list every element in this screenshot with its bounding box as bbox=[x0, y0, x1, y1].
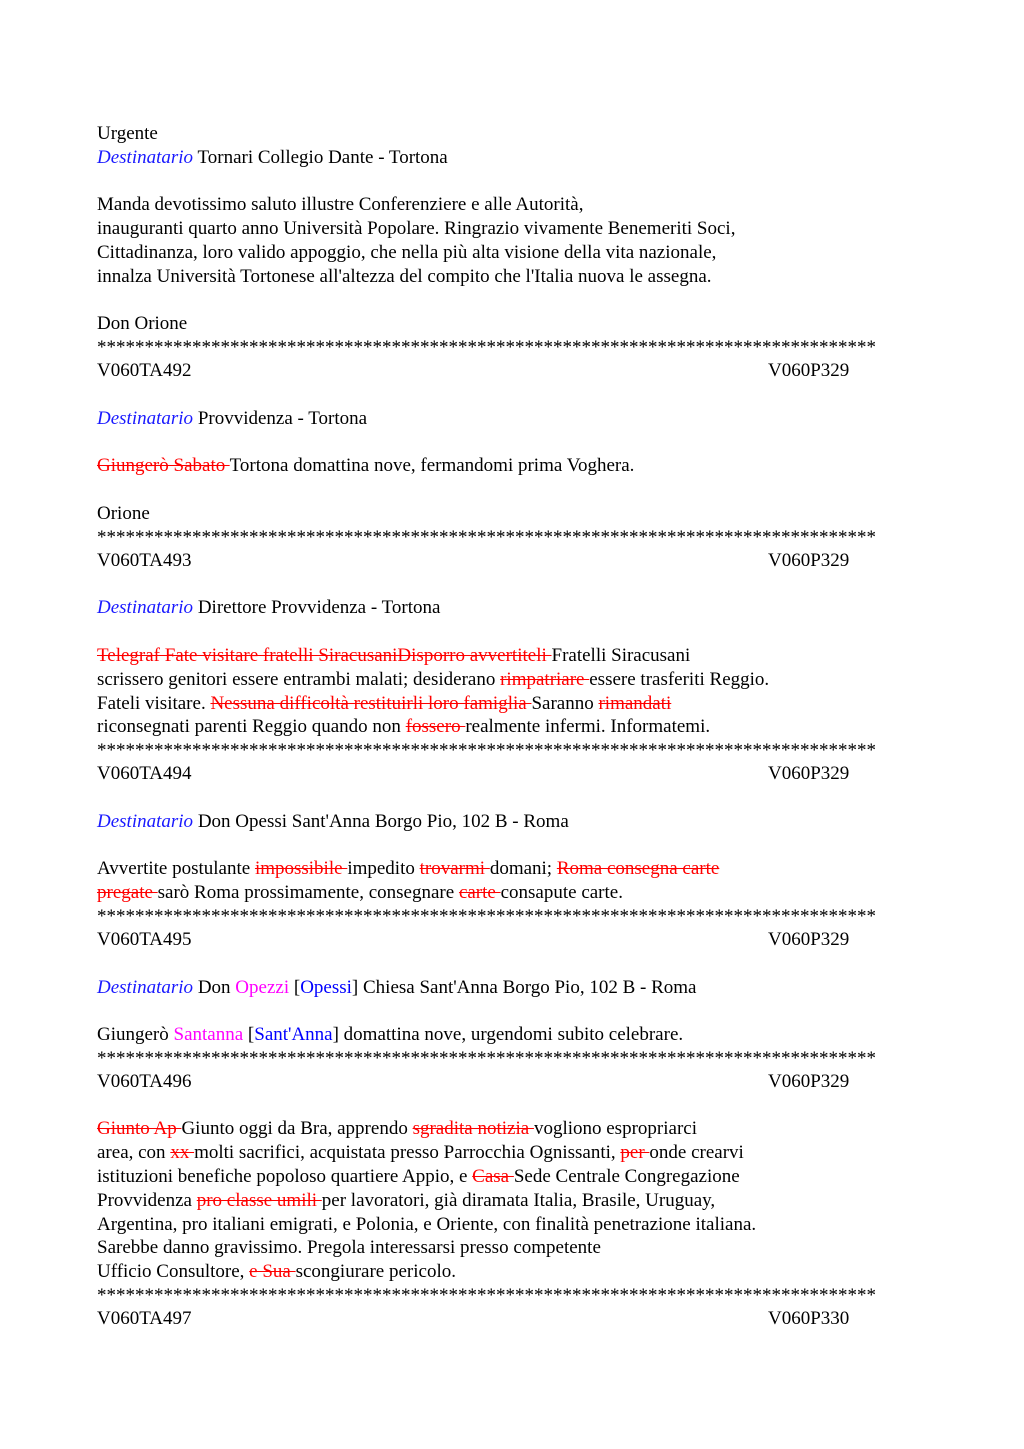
body-text: Giunto oggi da Bra, apprendo bbox=[181, 1118, 413, 1140]
telegram-id: V060TA496 bbox=[97, 1070, 192, 1092]
separator: ********************************************************************************** bbox=[97, 905, 876, 927]
id-row bbox=[97, 928, 927, 952]
id-row bbox=[97, 1307, 927, 1331]
deleted-text: Telegraf Fate visitare fratelli SiracusaniDisporro avvertiteli bbox=[97, 644, 552, 666]
body-text: riconsegnati parenti Reggio quando non bbox=[97, 716, 406, 738]
body-line: Cittadinanza, loro valido appoggio, che nella più alta visione della vita nazionale, bbox=[97, 241, 717, 263]
body-text: Giungerò bbox=[97, 1024, 174, 1046]
body-text: Avvertite postulante bbox=[97, 858, 255, 880]
deleted-text: carte bbox=[458, 882, 501, 904]
body-text: molti sacrifici, acquistata presso Parrocchia Ognissanti, bbox=[194, 1142, 621, 1164]
body-line bbox=[97, 644, 927, 668]
deleted-text: e Sua bbox=[249, 1261, 296, 1283]
body-line bbox=[97, 454, 927, 478]
recipient-label: Destinatario bbox=[97, 407, 194, 429]
deleted-text: Giunto Ap bbox=[97, 1118, 182, 1140]
recipient-text: Tornari Collegio Dante - Tortona bbox=[197, 146, 448, 168]
body-line bbox=[97, 881, 927, 905]
bracket: [ bbox=[243, 1024, 255, 1046]
body-line bbox=[97, 1260, 927, 1284]
body-text: area, con bbox=[97, 1142, 171, 1164]
body-text: Tortona domattina nove, fermandomi prima Voghera. bbox=[229, 455, 635, 477]
body-text: istituzioni benefiche popoloso quartiere Appio, e bbox=[97, 1166, 473, 1188]
page-id: V060P330 bbox=[768, 1308, 850, 1330]
page-id: V060P329 bbox=[768, 1070, 850, 1092]
body-line: inauguranti quarto anno Università Popolare. Ringrazio vivamente Benemeriti Soci, bbox=[97, 218, 736, 240]
body-text: scongiurare pericolo. bbox=[295, 1261, 456, 1283]
body-text: per lavoratori, già diramata Italia, Brasile, Uruguay, bbox=[321, 1189, 716, 1211]
recipient-line bbox=[97, 596, 927, 620]
deleted-text: Giungerò Sabato bbox=[97, 455, 230, 477]
deleted-text: rimandati bbox=[598, 692, 672, 714]
deleted-text: impossibile bbox=[254, 858, 348, 880]
deleted-text: trovarmi bbox=[419, 858, 490, 880]
recipient-line bbox=[97, 146, 927, 170]
body-line: Manda devotissimo saluto illustre Conferenziere e alle Autorità, bbox=[97, 194, 584, 216]
recipient-text: Don Opessi Sant'Anna Borgo Pio, 102 B - Roma bbox=[197, 810, 569, 832]
recipient-line bbox=[97, 810, 927, 834]
corrected-spelling: Sant'Anna bbox=[254, 1024, 333, 1046]
body-text: ] domattina nove, urgendomi subito celebrare. bbox=[332, 1024, 684, 1046]
recipient-line bbox=[97, 407, 927, 431]
body-text: Saranno bbox=[531, 692, 599, 714]
deleted-text: xx bbox=[170, 1142, 195, 1164]
body-line bbox=[97, 715, 927, 739]
deleted-text: Nessuna difficoltà restituirli loro famiglia bbox=[210, 692, 532, 714]
body-text: vogliono espropriarci bbox=[533, 1118, 697, 1140]
body-text: sarò Roma prossimamente, consegnare bbox=[157, 882, 459, 904]
body-text: Fratelli Siracusani bbox=[551, 644, 691, 666]
body-line: innalza Università Tortonese all'altezza del compito che l'Italia nuova le assegna. bbox=[97, 265, 712, 287]
body-text: consapute carte. bbox=[500, 882, 623, 904]
body-line bbox=[97, 668, 927, 692]
original-spelling: Opezzi bbox=[235, 976, 290, 998]
corrected-spelling: Opessi bbox=[300, 976, 352, 998]
recipient-label: Destinatario bbox=[97, 810, 194, 832]
body-text: Fateli visitare. bbox=[97, 692, 211, 714]
bracket: [ bbox=[289, 976, 301, 998]
signature: Don Orione bbox=[97, 313, 188, 335]
recipient-text: Direttore Provvidenza - Tortona bbox=[197, 597, 441, 619]
body-text: domani; bbox=[489, 858, 557, 880]
separator: ********************************************************************************** bbox=[97, 740, 876, 762]
recipient-label: Destinatario bbox=[97, 146, 194, 168]
body-text: Sede Centrale Congregazione bbox=[513, 1166, 740, 1188]
deleted-text: pro classe umili bbox=[196, 1189, 322, 1211]
page-id: V060P329 bbox=[768, 360, 850, 382]
signature: Orione bbox=[97, 502, 150, 524]
telegram-id: V060TA495 bbox=[97, 928, 192, 950]
body-line bbox=[97, 1141, 927, 1165]
id-row bbox=[97, 1070, 927, 1094]
body-text: scrissero genitori essere entrambi malati; desiderano bbox=[97, 668, 501, 690]
deleted-text: per bbox=[620, 1142, 650, 1164]
telegram-id: V060TA493 bbox=[97, 549, 192, 571]
body-text: onde crearvi bbox=[649, 1142, 744, 1164]
telegram-id: V060TA497 bbox=[97, 1308, 192, 1330]
body-text: Provvidenza bbox=[97, 1189, 197, 1211]
body-text: realmente infermi. Informatemi. bbox=[465, 716, 711, 738]
separator: ********************************************************************************** bbox=[97, 1047, 876, 1069]
original-spelling: Santanna bbox=[173, 1024, 244, 1046]
urgent-label: Urgente bbox=[97, 123, 158, 144]
deleted-text: rimpatriare bbox=[500, 668, 590, 690]
telegram-id: V060TA494 bbox=[97, 763, 192, 785]
body-text: impedito bbox=[347, 858, 420, 880]
deleted-text: fossero bbox=[405, 716, 466, 738]
body-line: Argentina, pro italiani emigrati, e Polonia, e Oriente, con finalità penetrazione italiana. bbox=[97, 1213, 757, 1235]
recipient-text: Don bbox=[197, 976, 236, 998]
telegram-id: V060TA492 bbox=[97, 360, 192, 382]
body-line bbox=[97, 1165, 927, 1189]
separator: ********************************************************************************** bbox=[97, 1285, 876, 1307]
deleted-text: pregate bbox=[97, 882, 158, 904]
recipient-label: Destinatario bbox=[97, 597, 194, 619]
recipient-text: Provvidenza - Tortona bbox=[197, 407, 368, 429]
recipient-text: ] Chiesa Sant'Anna Borgo Pio, 102 B - Roma bbox=[351, 976, 697, 998]
separator: ********************************************************************************** bbox=[97, 526, 876, 548]
recipient-line bbox=[97, 976, 927, 1000]
id-row bbox=[97, 549, 927, 573]
page-id: V060P329 bbox=[768, 928, 850, 950]
body-line: Sarebbe danno gravissimo. Pregola interessarsi presso competente bbox=[97, 1237, 601, 1259]
document-page bbox=[97, 122, 927, 1331]
id-row bbox=[97, 762, 927, 786]
body-line bbox=[97, 692, 927, 716]
deleted-text: sgradita notizia bbox=[412, 1118, 534, 1140]
body-text: Ufficio Consultore, bbox=[97, 1261, 250, 1283]
body-line bbox=[97, 857, 927, 881]
body-text: essere trasferiti Reggio. bbox=[589, 668, 770, 690]
deleted-text: Casa bbox=[472, 1166, 514, 1188]
page-id: V060P329 bbox=[768, 763, 850, 785]
body-line bbox=[97, 1117, 927, 1141]
separator: ********************************************************************************** bbox=[97, 337, 876, 359]
id-row bbox=[97, 359, 927, 383]
recipient-label: Destinatario bbox=[97, 976, 194, 998]
body-line bbox=[97, 1189, 927, 1213]
deleted-text: Roma consegna carte bbox=[556, 858, 720, 880]
page-id: V060P329 bbox=[768, 549, 850, 571]
body-line bbox=[97, 1023, 927, 1047]
